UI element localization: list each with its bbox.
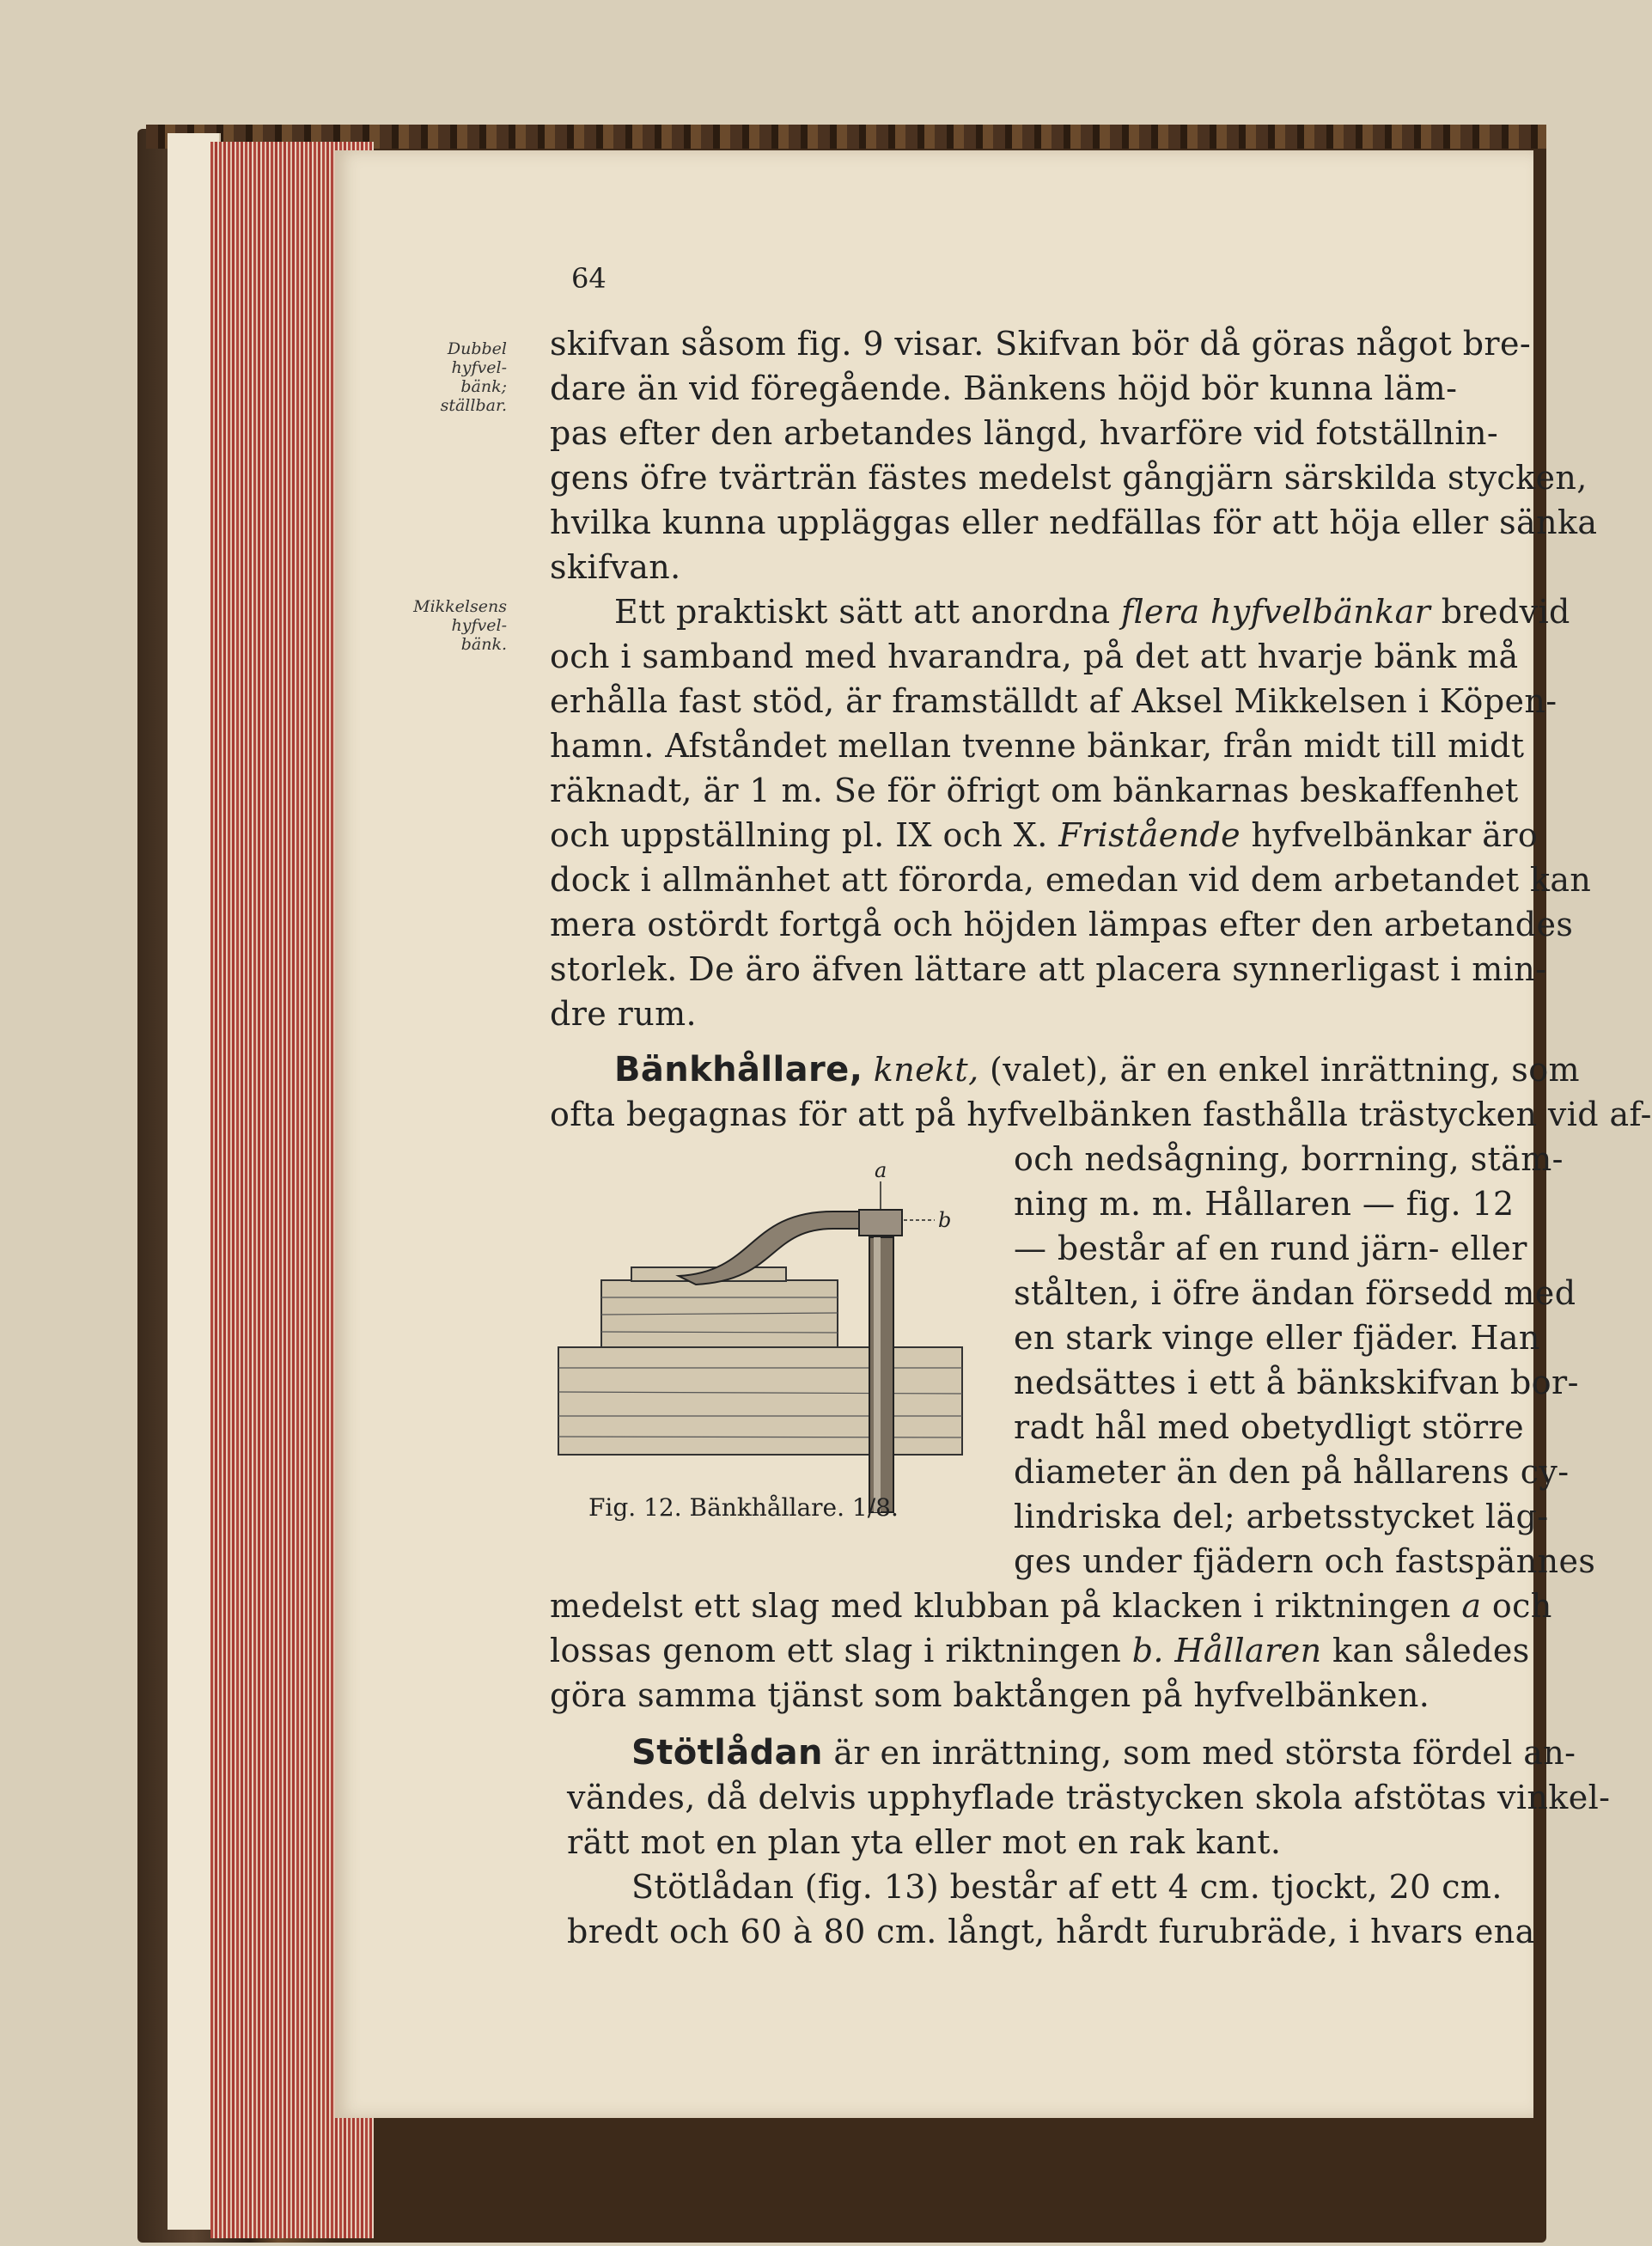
figure-12	[550, 1143, 997, 1529]
bench-holdfast-illustration	[550, 1143, 997, 1529]
figure-label-b: b	[938, 1208, 952, 1232]
figure-label-a: a	[875, 1158, 887, 1182]
section-heading-bankhallare: Bänkhållare,	[614, 1050, 863, 1089]
margin-note-dubbel: Dubbel hyfvel- bänk; ställbar.	[440, 339, 507, 415]
book-page: 64 Dubbel hyfvel- bänk; ställbar. Mikkelsens hyfvel- bänk. skifvan såsom fig. 9 visar. Skifvan bör då göras något bre- dare än vid föregående. Bänkens höjd bör kunna läm- pas efter den arbetandes längd, hvarföre vid fotställnin- gens öfre tvärträn fästes medelst gångjärn särskilda stycken, hvilka kunna uppläggas eller nedfällas för att höja eller sänka skifvan. Ett praktiskt sätt att anordna flera hyfvelbänkar bredvid och i samband med hvarandra, på det att hvarje bänk må erhålla fast stöd, är framställdt af Aksel Mikkelsen i Köpen- hamn. Afståndet mellan tvenne bänkar, från midt till midt räknadt, är 1 m. Se för öfrigt om bänkarnas beskaffenhet och uppställning pl. IX och X. Fristående hyfvelbänkar äro dock i allmänhet att förorda, emedan vid dem arbetandet kan mera ostördt fortgå och höjden lämpas efter den arbetandes storlek. De äro äfven lättare att placera synnerligast i min- dre rum. Bänkhållare, knekt, (valet), är en enkel inrättning, som ofta begagnas för att på hyfvelbänken fasthålla trästycken vid af- och nedsågning, borrning, stäm- ning m. m. Hållaren — fig. 12 — består af en rund järn- eller stålten, i öfre ändan försedd med en stark vinge eller fjäder. Han nedsättes i ett å bänkskifvan bor- radt hål med obetydligt större diameter än den på hållarens cy- lindriska del; arbetsstycket läg- ges under fjädern och fastspännes medelst ett slag med klubban på klacken i riktningen a och lossas genom ett slag i riktningen b. Hållaren kan således göra samma tjänst som baktången på hyfvelbänken. a b Fig. 12. Bänkhållare. 1/8. Stötlådan är en inrättning, som med största fördel an- vändes, då delvis upphyflade trästycken skola afstötas vinkel- rätt mot en plan yta eller mot en rak kant. Stötlådan (fig. 13) består af ett 4 cm. tjockt, 20 cm. bredt och 60 à 80 cm. långt, hårdt furubräde, i hvars ena	[335, 150, 1533, 2118]
section-heading-stotladan: Stötlådan	[631, 1733, 823, 1773]
figure-caption: Fig. 12. Bänkhållare. 1/8.	[588, 1493, 899, 1522]
page-number: 64	[571, 262, 607, 295]
margin-note-mikkelsens: Mikkelsens hyfvel- bänk.	[413, 597, 507, 654]
